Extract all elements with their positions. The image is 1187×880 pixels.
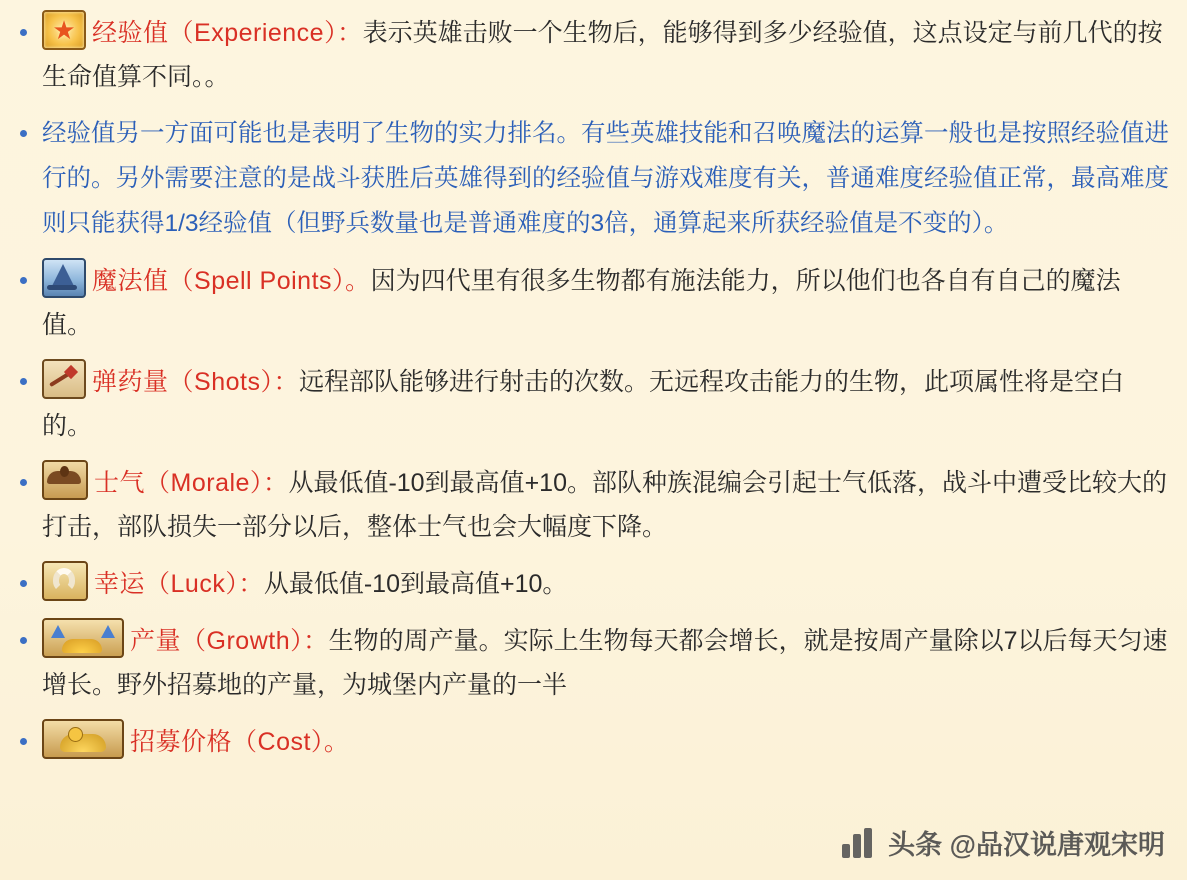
- toutiao-logo-icon: [842, 828, 878, 858]
- item-separator: ：: [337, 19, 363, 47]
- list-item: [14, 618, 1169, 707]
- coin-shape: [68, 727, 83, 742]
- item-title-en: （Experience）: [168, 19, 338, 47]
- item-text: 因为四代里有很多生物都有施法能力，所以他们也各自有自己的魔法值。: [42, 267, 1121, 339]
- item-title-en: （Shots）: [168, 368, 274, 396]
- item-title-cn: 士气: [94, 469, 146, 497]
- up-arrow-right-icon: [101, 625, 115, 638]
- item-text: 从最低值-10到最高值+10。: [263, 570, 568, 598]
- item-separator: 。: [323, 728, 350, 756]
- item-title-en: （Growth）: [181, 627, 304, 655]
- list-item: [14, 111, 1169, 246]
- item-title-en: （Cost）: [232, 728, 324, 756]
- item-text: 远程部队能够进行射击的次数。无远程攻击能力的生物，此项属性将是空白的。: [42, 368, 1124, 440]
- item-title-cn: 魔法值: [92, 267, 169, 295]
- item-separator: ：: [273, 368, 299, 396]
- coins-pile-shape: [60, 734, 106, 752]
- luck-horseshoe-icon: [42, 561, 88, 601]
- item-separator: 。: [345, 267, 371, 295]
- growth-icon: [42, 618, 124, 658]
- spell-points-hat-icon: [42, 258, 86, 298]
- head-shape: [60, 466, 69, 477]
- item-title-cn: 弹药量: [92, 368, 169, 396]
- item-text: 表示英雄击败一个生物后，能够得到多少经验值，这点设定与前几代的按生命值算不同。。: [42, 19, 1163, 91]
- watermark: [842, 823, 1165, 862]
- list-item: [14, 258, 1169, 347]
- item-title-cn: 经验值: [92, 19, 169, 47]
- creature-pile-shape: [62, 639, 102, 653]
- item-title-cn: 招募价格: [130, 728, 233, 756]
- up-arrow-left-icon: [51, 625, 65, 638]
- experience-star-icon: [42, 10, 86, 50]
- item-text: 从最低值-10到最高值+10。部队种族混编会引起士气低落，战斗中遭受比较大的打击，部队损失一部分以后，整体士气也会大幅度下降。: [42, 469, 1167, 541]
- list-item: [14, 460, 1169, 549]
- item-title-cn: 产量: [130, 627, 182, 655]
- item-separator: ：: [303, 627, 329, 655]
- attribute-list: [14, 10, 1169, 764]
- hat-brim: [47, 285, 77, 290]
- shots-arrow-icon: [42, 359, 86, 399]
- item-text: 生物的周产量。实际上生物每天都会增长，就是按周产量除以7以后每天匀速增长。野外招募地的产量，为城堡内产量的一半: [42, 627, 1168, 699]
- blue-paragraph: 经验值另一方面可能也是表明了生物的实力排名。有些英雄技能和召唤魔法的运算一般也是按照经验值进行的。另外需要注意的是战斗获胜后英雄得到的经验值与游戏难度有关，普通难度经验值正常，最高难度则只能获得1/3经验值（但野兵数量也是普通难度的3倍，通算起来所获经验值是不变的）。: [42, 120, 1169, 237]
- item-title-en: （Luck）: [145, 570, 239, 598]
- list-item: [14, 359, 1169, 448]
- list-item: [14, 561, 1169, 606]
- item-title-en: （Morale）: [145, 469, 263, 497]
- item-title-en: （Spell Points）: [168, 267, 346, 295]
- horseshoe-shape: [53, 568, 75, 592]
- list-item: [14, 719, 1169, 764]
- item-separator: ：: [262, 469, 289, 497]
- hat-cone: [52, 264, 74, 286]
- morale-icon: [42, 460, 88, 500]
- watermark-text: 头条 @品汉说唐观宋明: [888, 830, 1165, 860]
- item-separator: ：: [238, 570, 264, 598]
- star-glyph: ★: [52, 15, 76, 45]
- cost-icon: [42, 719, 124, 759]
- item-title-cn: 幸运: [94, 570, 146, 598]
- list-item: [14, 10, 1169, 99]
